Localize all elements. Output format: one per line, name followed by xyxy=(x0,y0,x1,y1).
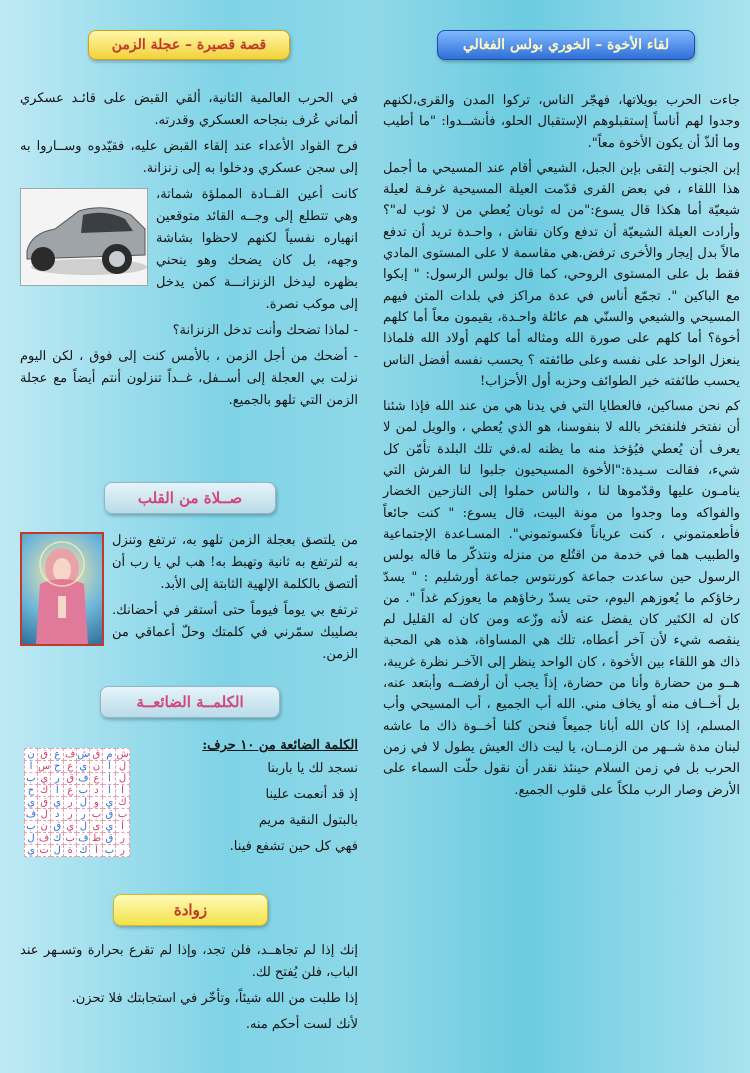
grid-cell: ق xyxy=(38,797,51,809)
grid-cell: ل xyxy=(77,797,90,809)
grid-row xyxy=(25,785,130,797)
zawada-paragraph: إنك إذا لم تجاهــد، فلن تجد، وإذا لم تقرع بحرارة وتسـهر عند الباب، فلن يُفتح لك. xyxy=(20,943,358,980)
grid-row xyxy=(25,773,130,785)
article-body xyxy=(383,90,740,805)
story-body xyxy=(20,88,358,416)
grid-row xyxy=(25,797,130,809)
grid-row xyxy=(25,749,130,761)
story-paragraph: في الحرب العالمية الثانية، ألقي القبض على قائـد عسكري ألماني عُرف بنجاحه العسكري وقدرته. xyxy=(20,91,358,128)
grid-cell: ك xyxy=(116,797,129,809)
story-paragraph: فرح القواد الأعداء عند إلقاء القبض عليه، فقيّدوه وســاروا به إلى سجن عسكري ودخلوا به إلى زنزانة. xyxy=(20,139,358,176)
prayer-title: صــلاة من القلب xyxy=(104,482,276,514)
grid-cell: ع xyxy=(51,749,64,761)
article-title: لقاء الأخوة – الخوري بولس الفغالي xyxy=(437,30,695,60)
grid-row xyxy=(25,845,130,857)
grid-cell: ع xyxy=(90,773,103,785)
praying-virgin-icon xyxy=(22,534,102,644)
grid-row xyxy=(25,761,130,773)
grid-cell: ا xyxy=(103,761,116,773)
grid-cell: ا xyxy=(25,761,38,773)
grid-cell: ش xyxy=(116,749,129,760)
grid-cell: و xyxy=(90,797,103,809)
grid-cell: ق xyxy=(103,809,116,821)
zawada-paragraph: لأنك لست أحكم منه. xyxy=(245,1017,358,1032)
grid-cell: ر xyxy=(116,833,129,845)
grid-cell: ا xyxy=(103,773,116,785)
grid-cell: ب xyxy=(91,809,102,820)
grid-cell: د xyxy=(51,809,64,821)
story-answer: - أضحك من أجل الزمن ، بالأمس كنت إلى فوق ، لكن اليوم نزلت بي العجلة إلى أســفل، غــداً تنزلون أنتم أيضاً مع عجلة الزمن التي تلهو بالجميع. xyxy=(20,349,358,408)
grid-cell: ع xyxy=(64,761,77,773)
zawada-paragraph: إذا طلبت من الله شيئاً، وتأخّر في استجابتك فلا تحزن. xyxy=(71,991,358,1006)
grid-cell: ق xyxy=(103,833,116,845)
grid-cell: ا xyxy=(51,785,64,797)
grid-cell: ر xyxy=(116,845,129,857)
lost-word-line: فهي كل حين تشفع فينا. xyxy=(229,839,358,854)
grid-cell: ل xyxy=(38,809,51,821)
grid-cell: ق xyxy=(38,749,51,761)
story-question: - لماذا تضحك وأنت تدخل الزنزانة؟ xyxy=(172,323,358,338)
grid-cell: ن xyxy=(90,761,103,773)
grid-cell: ح xyxy=(25,785,38,797)
grid-cell: ب xyxy=(26,773,36,784)
grid-cell: ر xyxy=(64,797,77,809)
grid-row xyxy=(25,821,130,833)
mary-image xyxy=(20,532,104,646)
lost-word-title: الكلمــة الضائعــة xyxy=(100,686,280,718)
car-image xyxy=(20,188,148,286)
grid-cell: ل xyxy=(25,833,38,845)
car-icon xyxy=(21,189,147,285)
grid-cell: ي xyxy=(103,797,116,809)
grid-cell: ر xyxy=(77,809,90,821)
grid-cell: ي xyxy=(77,761,90,773)
grid-cell: ش xyxy=(77,749,90,760)
grid-cell: ق xyxy=(64,773,77,785)
grid-cell: ا xyxy=(116,785,129,797)
grid-cell: ط xyxy=(91,833,102,844)
grid-cell: ن xyxy=(25,749,38,761)
lost-word-line: نسجد لك يا باربنا xyxy=(267,761,358,776)
lost-word-line: بالبتول النقية مريم xyxy=(258,813,358,828)
grid-cell: ر xyxy=(64,809,77,821)
grid-cell: ك xyxy=(38,785,51,797)
grid-cell: ب xyxy=(104,845,115,856)
prayer-paragraph: من يلتصق بعجلة الزمن تلهو به، ترتفع وتنزل به لترتفع به ثانية وتهبط به! هب لي يا رب أن ألتصق بالكلمة الإلهية الثابتة إلى الأبد. xyxy=(112,533,358,592)
grid-cell: ي xyxy=(25,797,38,809)
grid-cell: ب xyxy=(117,809,128,820)
grid-cell: ي xyxy=(64,821,77,833)
grid-cell: د xyxy=(90,785,103,797)
lost-word-line: إذ قد أنعمت علينا xyxy=(265,787,358,802)
grid-cell: ك xyxy=(77,845,90,857)
story-paragraph: كانت أعين القــادة المملؤة شماتة، وهي تتطلع إلى وجــه القائد متوقعين انهياره نفسياً لكنهم لاحظوا بشاشة وجهه، بل كان يضحك وهو ينحني بظهره ليدخل الزنزانـــة كمن يدخل إلى موكب نصرة. xyxy=(156,187,358,312)
grid-cell: م xyxy=(103,749,116,761)
grid-cell: ي xyxy=(51,797,64,809)
grid-cell: ي xyxy=(38,773,51,785)
grid-cell: ب xyxy=(65,833,75,844)
grid-cell: ن xyxy=(38,821,51,833)
grid-row xyxy=(25,833,130,845)
grid-cell: ف xyxy=(65,749,76,760)
grid-cell: ب xyxy=(78,785,89,796)
grid-cell: ق xyxy=(90,749,103,761)
grid-cell: ح xyxy=(51,761,64,773)
grid-cell: ت xyxy=(39,845,49,856)
grid-cell: س xyxy=(38,761,51,772)
prayer-paragraph: ترتفع بي يوماً فيوماً حتى أستقر في أحضانك. بصليبك سمّرني في كلمتك وحلّ أعماقي من الزمن. xyxy=(112,603,358,662)
grid-cell: ف xyxy=(38,833,50,844)
article-paragraph: إبن الجنوب إلتقى بإبن الجبل، الشيعي أقام عند المسيحي ما أجمل هذا اللقاء ، في بعض القرى قدّمت العيلة المسيحية غرفـة لعيلة شيعيّة أما هكذا قال يسوع:"من له ثوبان يُعطي من لا ثوب له"؟ وأرادت العيلة الشيعيّة أن تدفع وكان نقاش ، واحـدة تريد أن تدفع مالاً بدل إيجار والأخرى ترفض.هي مقاسمة لا على المستوى المادي فقط بل على المستوى الروحي، كما قال بولس الرسول: " إبكوا مع الباكين ". تجمّع أناس في عدة مراكز في بلدات المتن فيهم المسيحي والشيعي والسنّي هم عائلة واحـدة، يقيمون معاً أما كلهم أخوة؟ أما كلهم على صورة الله ومثاله أما كلهم أولاد الله فلماذا ينعزل الواحد على نفسه وعلى طائفته ؟ يحسب نفسه أفضل الناس يحسب طائفته خير الطوائف وحزبه أول الأحزاب! xyxy=(383,160,740,389)
zawada-body xyxy=(20,940,358,1040)
prayer-body xyxy=(20,530,358,670)
grid-cell: ل xyxy=(116,761,129,773)
grid-cell: ا xyxy=(116,821,129,833)
grid-cell: ق xyxy=(51,821,64,833)
grid-cell: ل xyxy=(77,821,90,833)
letter-grid xyxy=(24,748,130,857)
grid-cell: ك xyxy=(51,833,64,845)
grid-cell: ى xyxy=(90,821,103,833)
grid-cell: ب xyxy=(26,821,36,832)
article-paragraph: كم نحن مساكين، فالعطايا التي في يدنا هي من عند الله فإذا شئنا أن نفتخر فلنفتخر بالله لا بنفوسنا، هو الذي يُعطي ، والويل لمن لا يعرف أن يُعطي فيُؤخذ منه ما يظنه له.في تلك البلدة تأمّن كل شيء، فقالت سـيدة:"الأخوة المسيحيون جلبوا لنا الفرش التي ينامـون عليها وقدّموها لنا ، والناس حملوا إلى النازحين الخضار والفواكه وما وجدوا من مونة البيت، قال يسوع: " كنت جائعاً فأطعمتموني ، كنت عرياناً فكسوتموني". المسـاعدة الإجتماعية والطبيب هما في خدمة من اقتُلع من منزله ونتذكّر ما قاله بولس الرسول حين ساعدت جماعة كورنتوس جماعة أورشليم : " يسدّ رخاؤكم ما يُعوزهم اليوم، حتى يسدّ رخاؤهم ما يعوزكم غداً ". من كان له الكثير كان يفضل عنه لأنه وزّعه ومن كان له القليل لم ينقصه شيء لأن آخر أعطاه، تلك هي المساواة، هذه هي المحبة ذاك هو اللقاء بين الأخوة ، كان الواحد ينظر إلى الآخـر نظرة غريبة، هــو من حضارة وأنا من حضارة، إذاً يجب أن أرفضــه وأبتعد عنه، بل أخــاف منه أو يخاف مني. الله أب الجميع ، أب المسيحي وأب المسلم، إذا كان الله أبانا جميعاً فنحن كلنا أخــوة ذاك ما عاشه لبنان مدة شــهر من الزمــان، يا ليت ذاك العيش يطول لا في زمن الحرب بل في زمن السلام حينئذ نقدر أن نقول حلّت السماء على الأرض وصار الرب ملكاً على قلوب الجميع. xyxy=(383,399,740,798)
grid-row xyxy=(25,809,130,821)
article-paragraph: جاءت الحرب بويلاتها، فهجّر الناس، تركوا المدن والقرى،لكنهم وجدوا لهم أناساً إستقبلوهم الإستقبال الحلو، فأنشــدوا: "ما أطيب وما ألذّ أن يكون الأخوة معاً". xyxy=(383,93,740,151)
grid-cell: ة xyxy=(64,845,77,857)
grid-cell: ا xyxy=(90,845,103,857)
grid-cell: ع xyxy=(64,785,77,797)
story-title: قصة قصيرة – عجلة الزمن xyxy=(88,30,290,60)
grid-cell: ف xyxy=(25,809,37,820)
lost-word-instructions: الكلمة الضائعة من ١٠ حرف: xyxy=(202,738,358,753)
zawada-title: زوادة xyxy=(113,894,268,926)
grid-cell: ل xyxy=(51,845,64,857)
grid-cell: ف xyxy=(78,833,89,844)
grid-cell: ي xyxy=(25,845,38,857)
grid-cell: ل xyxy=(116,773,129,785)
grid-cell: ي xyxy=(103,821,116,833)
grid-cell: ر xyxy=(51,773,64,785)
grid-cell: ا xyxy=(103,785,116,797)
grid-cell: ف xyxy=(78,773,89,784)
